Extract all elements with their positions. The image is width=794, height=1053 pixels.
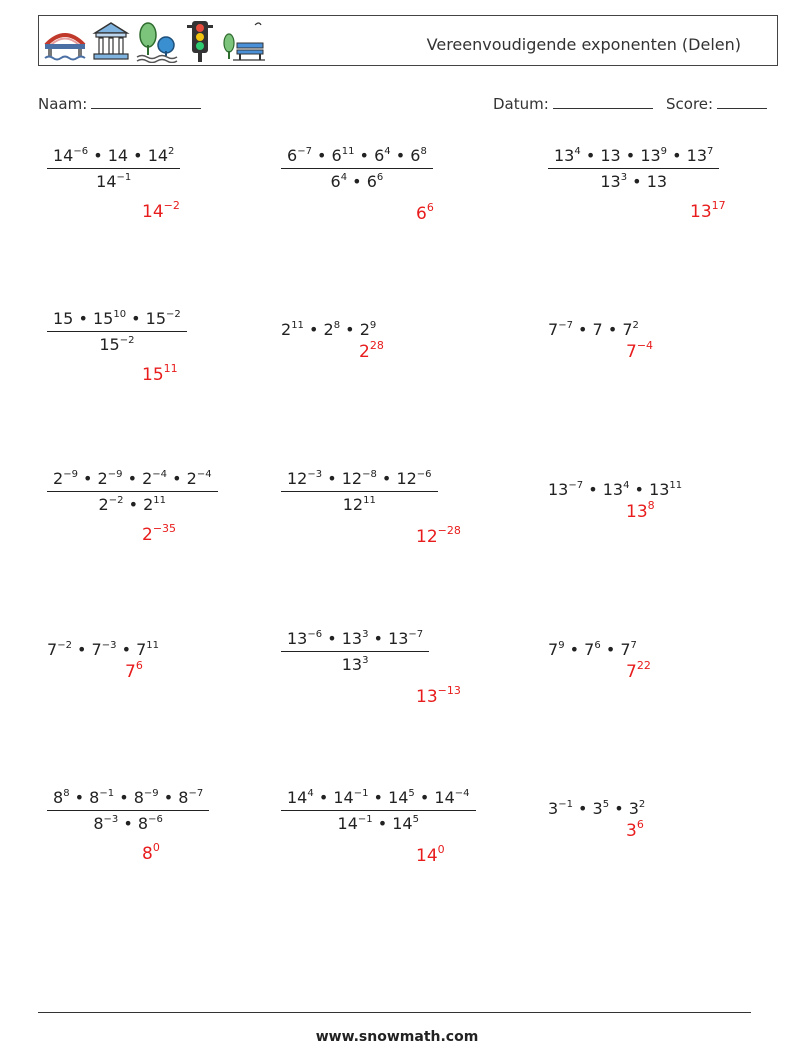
answer: $14^{-2}$ — [142, 199, 180, 222]
name-blank[interactable] — [91, 94, 201, 109]
worksheet-header — [38, 15, 778, 66]
problem-expression — [281, 320, 376, 339]
denominator: $14^{-1}$ • $14^5$ — [281, 810, 476, 833]
problem-expression — [548, 320, 639, 339]
denominator: $14^{-1}$ — [47, 168, 180, 191]
date-blank[interactable] — [553, 94, 653, 109]
answer: $2^{-35}$ — [142, 522, 177, 545]
numerator: $13^4$ • 13 • $13^9$ • $13^7$ — [554, 146, 714, 165]
numerator: $14^4$ • $14^{-1}$ • $14^5$ • $14^{-4}$ — [287, 788, 470, 807]
numerator: $12^{-3}$ • $12^{-8}$ • $12^{-6}$ — [287, 469, 432, 488]
traffic-light-icon — [183, 19, 217, 63]
problem-expression — [548, 640, 637, 659]
numerator: 15 • $15^{10}$ • $15^{-2}$ — [53, 309, 181, 328]
problem-expression — [281, 788, 476, 833]
answer: $7^{-4}$ — [626, 339, 654, 362]
problem-expression — [548, 480, 682, 499]
answer: $15^{11}$ — [142, 362, 178, 385]
problem-expression — [47, 309, 187, 354]
fraction — [47, 309, 187, 354]
score-field[interactable] — [666, 94, 767, 113]
numerator: $8^8$ • $8^{-1}$ • $8^{-9}$ • $8^{-7}$ — [53, 788, 204, 807]
fraction — [47, 788, 209, 833]
answer: $13^{-13}$ — [416, 684, 461, 707]
numerator: $13^{-6}$ • $13^3$ • $13^{-7}$ — [287, 629, 424, 648]
answer: $8^0$ — [142, 841, 160, 864]
problem-expression — [281, 146, 433, 191]
header-icons — [43, 19, 267, 63]
museum-icon — [91, 19, 131, 63]
footer-divider — [38, 1012, 751, 1013]
denominator: $2^{-2}$ • $2^{11}$ — [47, 491, 218, 514]
numerator: $14^{-6}$ • 14 • $14^2$ — [53, 146, 175, 165]
denominator: $12^{11}$ — [281, 491, 438, 514]
park-bench-icon — [221, 19, 267, 63]
problem-expression — [47, 640, 159, 659]
answer: $3^6$ — [626, 818, 644, 841]
expression: $7^9$ • $7^6$ • $7^7$ — [548, 640, 637, 659]
answer: $12^{-28}$ — [416, 524, 461, 547]
fraction — [281, 469, 438, 514]
fraction — [548, 146, 719, 191]
name-field[interactable] — [38, 94, 201, 113]
bridge-icon — [43, 23, 87, 63]
problem-expression — [281, 469, 438, 514]
numerator: $6^{-7}$ • $6^{11}$ • $6^4$ • $6^8$ — [287, 146, 427, 165]
fraction — [281, 629, 429, 674]
date-label: Datum: — [493, 95, 549, 113]
name-label: Naam: — [38, 95, 88, 113]
answer: $7^6$ — [125, 659, 143, 682]
score-label: Score: — [666, 95, 714, 113]
denominator: $13^3$ — [281, 651, 429, 674]
denominator: $8^{-3}$ • $8^{-6}$ — [47, 810, 209, 833]
answer: $13^8$ — [626, 499, 655, 522]
answer: $2^{28}$ — [359, 339, 384, 362]
date-field[interactable] — [493, 94, 653, 113]
problem-expression — [281, 629, 429, 674]
problem-expression — [47, 788, 209, 833]
problem-expression — [47, 469, 218, 514]
numerator: $2^{-9}$ • $2^{-9}$ • $2^{-4}$ • $2^{-4}$ — [53, 469, 212, 488]
expression: $7^{-7}$ • 7 • $7^2$ — [548, 320, 639, 339]
fraction — [47, 146, 180, 191]
expression: $3^{-1}$ • $3^5$ • $3^2$ — [548, 799, 646, 818]
answer: $7^{22}$ — [626, 659, 651, 682]
score-blank[interactable] — [717, 94, 767, 109]
problem-expression — [548, 146, 719, 191]
fraction — [281, 788, 476, 833]
expression: $7^{-2}$ • $7^{-3}$ • $7^{11}$ — [47, 640, 160, 659]
denominator: $13^3$ • 13 — [548, 168, 719, 191]
fraction — [47, 469, 218, 514]
denominator: $6^4$ • $6^6$ — [281, 168, 433, 191]
park-trees-icon — [135, 19, 179, 63]
expression: $2^{11}$ • $2^8$ • $2^9$ — [281, 320, 377, 339]
problem-expression — [548, 799, 645, 818]
expression: $13^{-7}$ • $13^4$ • $13^{11}$ — [548, 480, 683, 499]
answer: $13^{17}$ — [690, 199, 726, 222]
answer: $14^0$ — [416, 843, 445, 866]
fraction — [281, 146, 433, 191]
answer: $6^6$ — [416, 201, 434, 224]
denominator: $15^{-2}$ — [47, 331, 187, 354]
problem-expression — [47, 146, 180, 191]
worksheet-title: Vereenvoudigende exponenten (Delen) — [426, 35, 741, 54]
footer-url: www.snowmath.com — [315, 1029, 479, 1045]
